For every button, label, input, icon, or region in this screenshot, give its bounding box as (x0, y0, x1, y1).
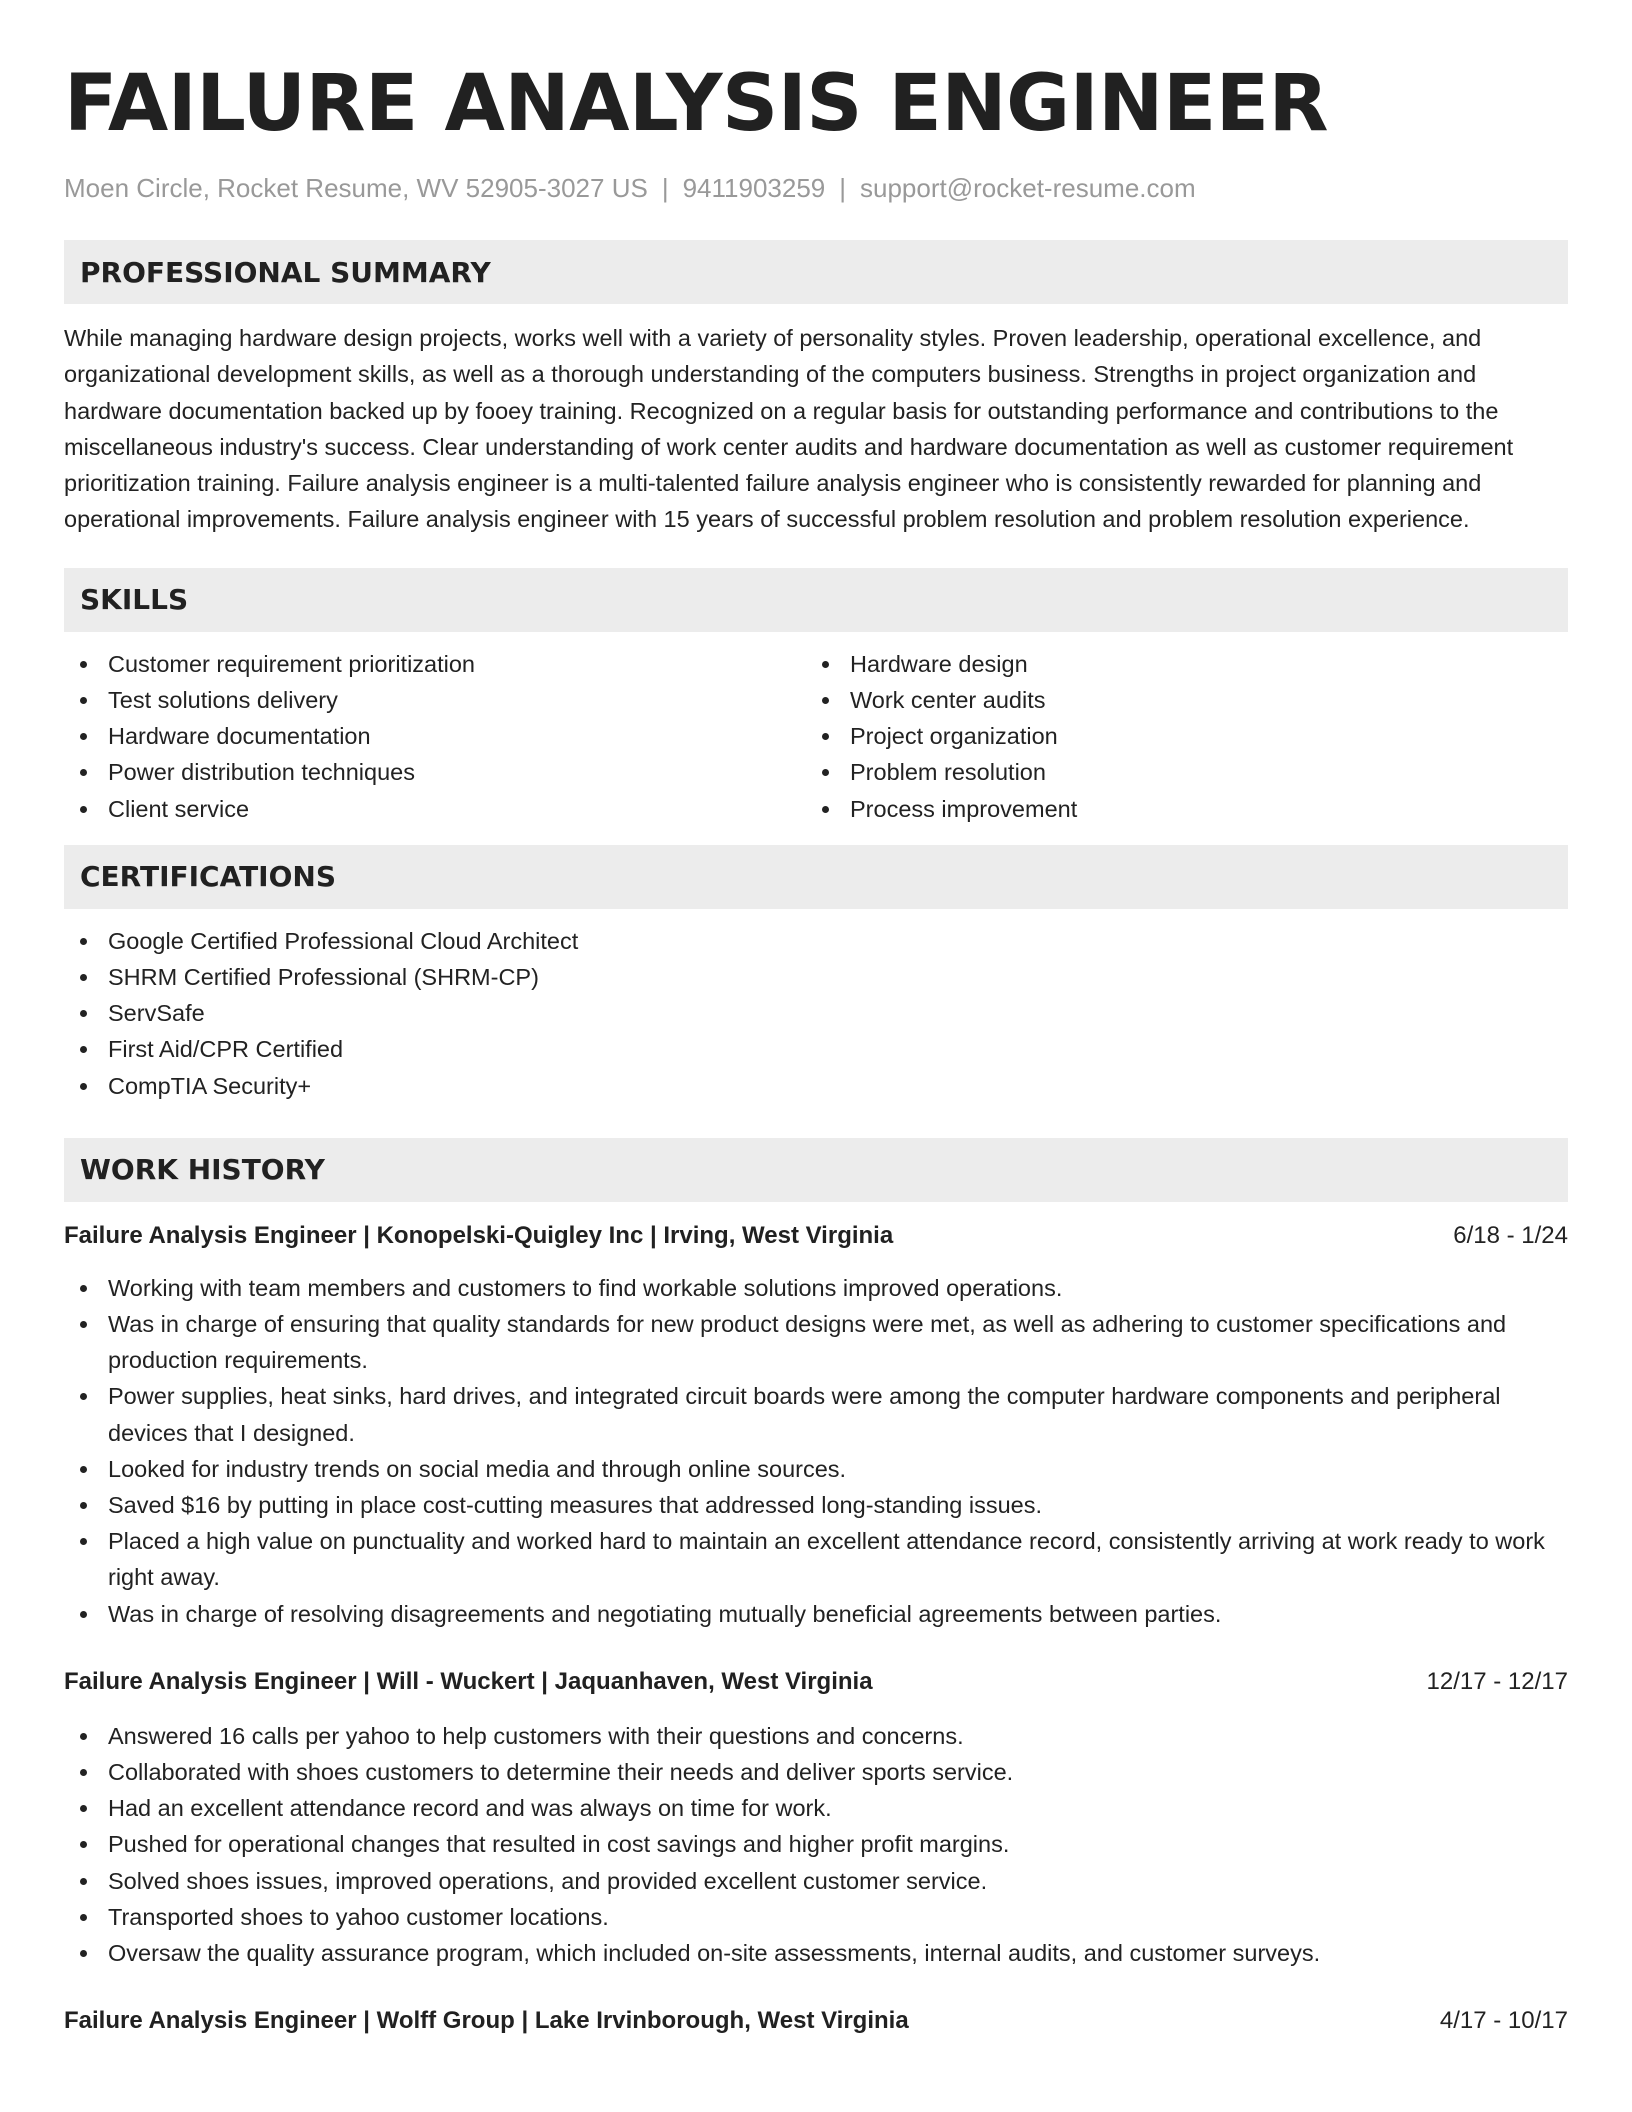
resume-page (64, 56, 1568, 2039)
job-bullet: Power supplies, heat sinks, hard drives, and integrated circuit boards were among the computer hardware components and peripheral devices that I designed. (64, 1378, 1568, 1450)
skill-item: Work center audits (806, 682, 1548, 718)
skill-item: Process improvement (806, 791, 1548, 827)
job-entry (64, 1218, 1568, 1632)
job-bullet: Transported shoes to yahoo customer locations. (64, 1899, 1568, 1935)
skill-item: Client service (64, 791, 806, 827)
section-header-skills: SKILLS (64, 568, 1568, 632)
certification-item: CompTIA Security+ (64, 1068, 1568, 1104)
job-dates: 6/18 - 1/24 (1453, 1221, 1568, 1249)
skill-item: Hardware documentation (64, 718, 806, 754)
job-entry (64, 1664, 1568, 1971)
contact-address: Moen Circle, Rocket Resume, WV 52905-3027 US (64, 173, 648, 203)
job-bullet: Working with team members and customers to find workable solutions improved operations. (64, 1270, 1568, 1306)
resume-name: FAILURE ANALYSIS ENGINEER (64, 59, 1329, 149)
skills-list (64, 646, 1568, 827)
job-bullet: Was in charge of ensuring that quality standards for new product designs were met, as well as adhering to customer specifications and production requirements. (64, 1306, 1568, 1378)
contact-email[interactable]: support@rocket-resume.com (860, 173, 1196, 203)
job-entry (64, 2003, 1568, 2039)
section-header-work-history: WORK HISTORY (64, 1138, 1568, 1202)
job-bullet: Saved $16 by putting in place cost-cutting measures that addressed long-standing issues. (64, 1487, 1568, 1523)
contact-phone: 9411903259 (682, 173, 826, 203)
job-bullet: Collaborated with shoes customers to determine their needs and deliver sports service. (64, 1754, 1568, 1790)
job-bullet: Pushed for operational changes that resulted in cost savings and higher profit margins. (64, 1826, 1568, 1862)
job-bullet: Looked for industry trends on social media and through online sources. (64, 1451, 1568, 1487)
skill-item: Test solutions delivery (64, 682, 806, 718)
skills-column-right (806, 646, 1548, 827)
job-dates: 12/17 - 12/17 (1426, 1667, 1568, 1695)
skills-column-left (64, 646, 806, 827)
job-dates: 4/17 - 10/17 (1439, 2007, 1568, 2035)
certifications-list (64, 923, 1568, 1104)
job-title: Failure Analysis Engineer | Will - Wuckert | Jaquanhaven, West Virginia (64, 1667, 873, 1695)
job-header (64, 1218, 1568, 1254)
contact-separator: | (661, 173, 669, 203)
section-header-summary: PROFESSIONAL SUMMARY (64, 240, 1568, 304)
job-header (64, 1664, 1568, 1700)
skill-item: Power distribution techniques (64, 754, 806, 790)
job-bullet: Was in charge of resolving disagreements and negotiating mutually beneficial agreements between parties. (64, 1596, 1568, 1632)
job-bullets (64, 1718, 1568, 1971)
section-header-certifications: CERTIFICATIONS (64, 845, 1568, 909)
summary-text: While managing hardware design projects, works well with a variety of personality styles. Proven leadership, operational excellence, and organizational development skills, as well as a thorough understanding of the computers business. Strengths in project organization and hardware documentation backed up by fooey training. Recognized on a regular basis for outstanding performance and contributions to the miscellaneous industry's success. Clear understanding of work center audits and hardware documentation as well as customer requirement prioritization training. Failure analysis engineer is a multi-talented failure analysis engineer who is consistently rewarded for planning and operational improvements. Failure analysis engineer with 15 years of successful problem resolution and problem resolution experience. (64, 325, 1514, 533)
skill-item: Problem resolution (806, 754, 1548, 790)
job-bullet: Answered 16 calls per yahoo to help customers with their questions and concerns. (64, 1718, 1568, 1754)
certification-item: SHRM Certified Professional (SHRM-CP) (64, 959, 1568, 995)
job-title: Failure Analysis Engineer | Konopelski-Quigley Inc | Irving, West Virginia (64, 1221, 894, 1249)
contact-separator: | (839, 173, 847, 203)
skill-item: Project organization (806, 718, 1548, 754)
certification-item: ServSafe (64, 995, 1568, 1031)
certification-item: Google Certified Professional Cloud Architect (64, 923, 1568, 959)
job-bullet: Placed a high value on punctuality and worked hard to maintain an excellent attendance record, consistently arriving at work ready to work right away. (64, 1523, 1568, 1595)
job-title: Failure Analysis Engineer | Wolff Group | Lake Irvinborough, West Virginia (64, 2007, 909, 2035)
job-bullet: Had an excellent attendance record and was always on time for work. (64, 1790, 1568, 1826)
certification-item: First Aid/CPR Certified (64, 1031, 1568, 1067)
job-header (64, 2003, 1568, 2039)
job-bullet: Oversaw the quality assurance program, which included on-site assessments, internal audits, and customer surveys. (64, 1935, 1568, 1971)
skill-item: Hardware design (806, 646, 1548, 682)
skill-item: Customer requirement prioritization (64, 646, 806, 682)
job-bullet: Solved shoes issues, improved operations, and provided excellent customer service. (64, 1863, 1568, 1899)
job-bullets (64, 1270, 1568, 1632)
contact-line (64, 170, 1568, 206)
